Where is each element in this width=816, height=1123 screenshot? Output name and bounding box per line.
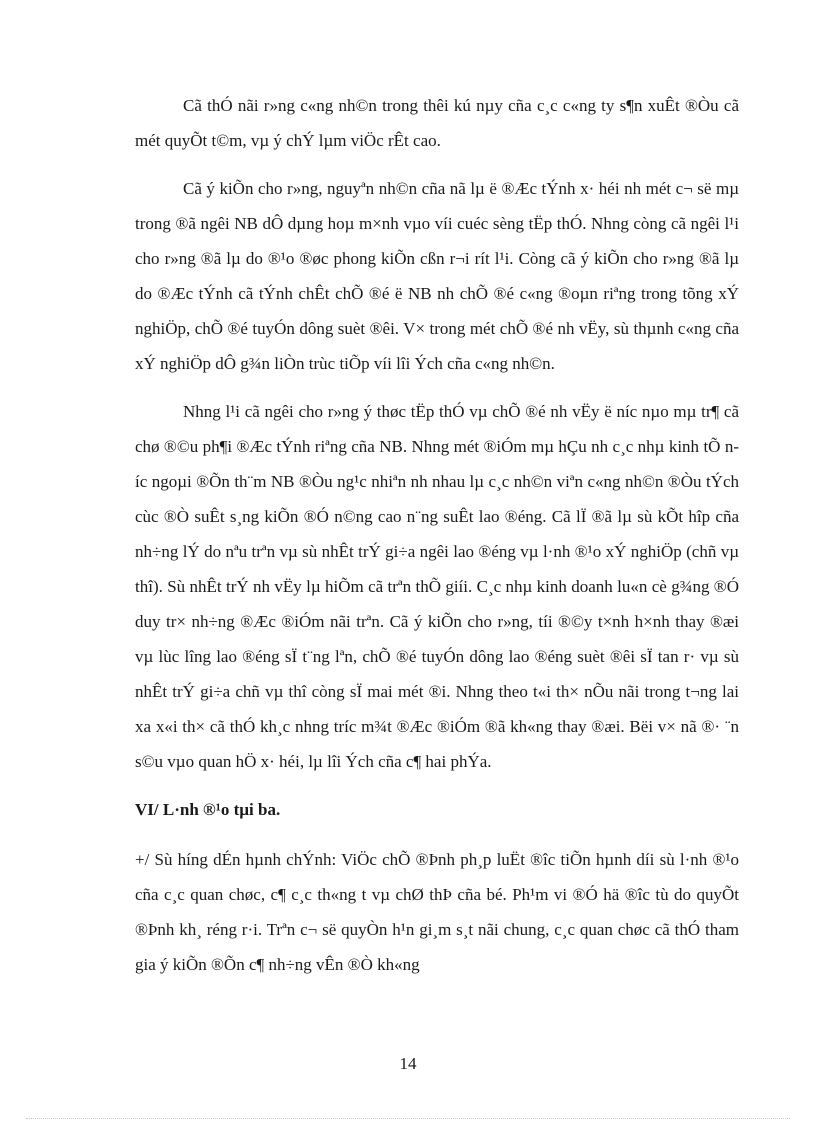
body-paragraph-1: Cã thÓ nãi r»ng c«ng nh©n trong thêi kú nµy cña c¸c c«ng ty s¶n xuÊt ®Òu cã mét quyÕt t©m, vµ ý chÝ lµm viÖc rÊt cao. xyxy=(135,96,739,150)
section-heading: VI/ L·nh ®¹o tµi ba. xyxy=(135,800,281,819)
body-paragraph-3: Nhng l¹i cã ngêi cho r»ng ý thøc tËp thÓ vµ chÕ ®é nh vËy ë níc nµo mµ tr¶ cã chø ®©u ph¶i ®Æc tÝnh riªng cña NB. Nhng mét ®iÓm mµ hÇu nh c¸c nhµ kinh tÕ níc ngoµi ®Õn th¨m NB ®Òu ng¹c nhiªn nh nhau lµ c¸c nh©n viªn c«ng nh©n ®Òu tÝch cùc ®Ò suÊt s¸ng kiÕn ®Ó n©ng cao n¨ng suÊt lao ®éng. Cã lÏ ®ã lµ sù kÕt hîp cña nh÷ng lÝ do nªu trªn vµ sù nhÊt trÝ gi÷a ngêi lao ®éng vµ l·nh ®¹o xÝ nghiÖp (chñ vµ thî). Sù nhÊt trÝ nh vËy lµ hiÕm cã trªn thÕ giíi. C¸c nhµ kinh doanh lu«n cè g¾ng ®Ó duy tr× nh÷ng ®Æc ®iÓm nãi trªn. Cã ý kiÕn cho r»ng, tíi ®©y t×nh h×nh thay ®æi vµ lùc lîng lao ®éng sÏ t¨ng lªn, chÕ ®é tuyÓn dông lao ®éng suèt ®êi sÏ tan r· vµ sù nhÊt trÝ gi÷a chñ vµ thî còng sÏ mai mét ®i. Nhng theo t«i th× nÕu nãi trong t¬ng lai xa x«i th× cã thÓ kh¸c nhng tríc m¾t ®Æc ®iÓm ®ã kh«ng thay ®æi. Bëi v× nã ®· ¨n s©u vµo quan hÖ x· héi, lµ lîi Ých cña c¶ hai phÝa. xyxy=(135,402,739,771)
page-body xyxy=(135,88,739,995)
page-bottom-divider xyxy=(26,1118,790,1119)
body-paragraph-2: Cã ý kiÕn cho r»ng, nguyªn nh©n cña nã lµ ë ®Æc tÝnh x· héi nh mét c¬ së mµ trong ®ã ngêi NB dÔ dµng hoµ m×nh vµo víi cuéc sèng tËp thÓ. Nhng còng cã ngêi l¹i cho r»ng ®ã lµ do ®¹o ®øc phong kiÕn cßn r¬i rít l¹i. Còng cã ý kiÕn cho r»ng ®ã lµ do ®Æc tÝnh cã tÝnh chÊt chÕ ®é ë NB nh chÕ ®é c«ng ®oµn riªng trong tõng xÝ nghiÖp, chÕ ®é tuyÓn dông suèt ®êi. V× trong mét chÕ ®é nh vËy, sù thµnh c«ng cña xÝ nghiÖp dÔ g¾n liÒn trùc tiÕp víi lîi Ých cña c«ng nh©n. xyxy=(135,179,739,373)
page-number: 14 xyxy=(399,1054,417,1073)
body-paragraph-4: +/ Sù híng dÉn hµnh chÝnh: ViÖc chÕ ®Þnh ph¸p luËt ®îc tiÕn hµnh díi sù l·nh ®¹o cña c¸c quan chøc, c¶ c¸c th«ng t vµ chØ thÞ cña bé. Ph¹m vi ®Ó hä ®îc tù do quyÕt ®Þnh kh¸ réng r·i. Trªn c¬ së quyÒn h¹n gi¸m s¸t nãi chung, c¸c quan chøc cã thÓ tham gia ý kiÕn ®Õn c¶ nh÷ng vÊn ®Ò kh«ng xyxy=(135,850,739,974)
